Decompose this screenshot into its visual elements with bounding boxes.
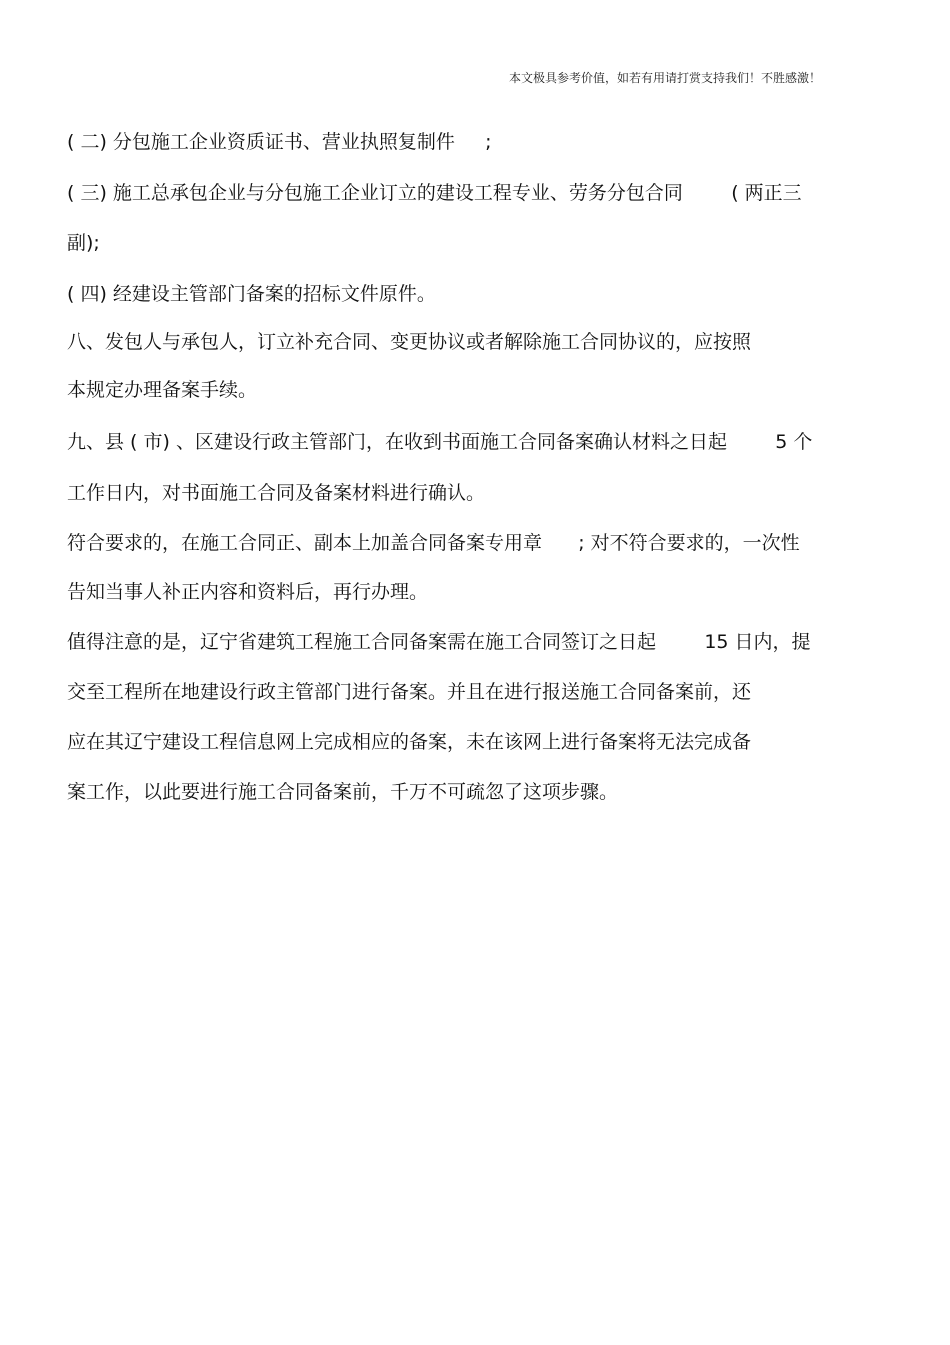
body-line: 符合要求的，在施工合同正、副本上加盖合同备案专用章 ; 对不符合要求的，一次性 bbox=[67, 532, 800, 554]
body-line: 本规定办理备案手续。 bbox=[67, 379, 258, 401]
body-line: ( 二) 分包施工企业资质证书、营业执照复制件 ; bbox=[67, 131, 492, 153]
body-line: 八、发包人与承包人，订立补充合同、变更协议或者解除施工合同协议的，应按照 bbox=[67, 331, 752, 353]
body-line: 副); bbox=[67, 232, 100, 254]
body-line: 工作日内，对书面施工合同及备案材料进行确认。 bbox=[67, 482, 486, 504]
body-line: 值得注意的是，辽宁省建筑工程施工合同备案需在施工合同签订之日起 15 日内，提 bbox=[67, 631, 811, 653]
header-note: 本文极具参考价值，如若有用请打赏支持我们！不胜感激！ bbox=[509, 71, 822, 85]
body-line: 交至工程所在地建设行政主管部门进行备案。并且在进行报送施工合同备案前，还 bbox=[67, 681, 752, 703]
body-line: 案工作，以此要进行施工合同备案前，千万不可疏忽了这项步骤。 bbox=[67, 781, 619, 803]
body-line: 告知当事人补正内容和资料后，再行办理。 bbox=[67, 581, 429, 603]
body-line: ( 三) 施工总承包企业与分包施工企业订立的建设工程专业、劳务分包合同 ( 两正三 bbox=[67, 182, 802, 204]
body-line: 九、县 ( 市) 、区建设行政主管部门，在收到书面施工合同备案确认材料之日起 5 个 bbox=[67, 431, 813, 453]
body-line: 应在其辽宁建设工程信息网上完成相应的备案，未在该网上进行备案将无法完成备 bbox=[67, 731, 752, 753]
body-line: ( 四) 经建设主管部门备案的招标文件原件。 bbox=[67, 283, 436, 305]
